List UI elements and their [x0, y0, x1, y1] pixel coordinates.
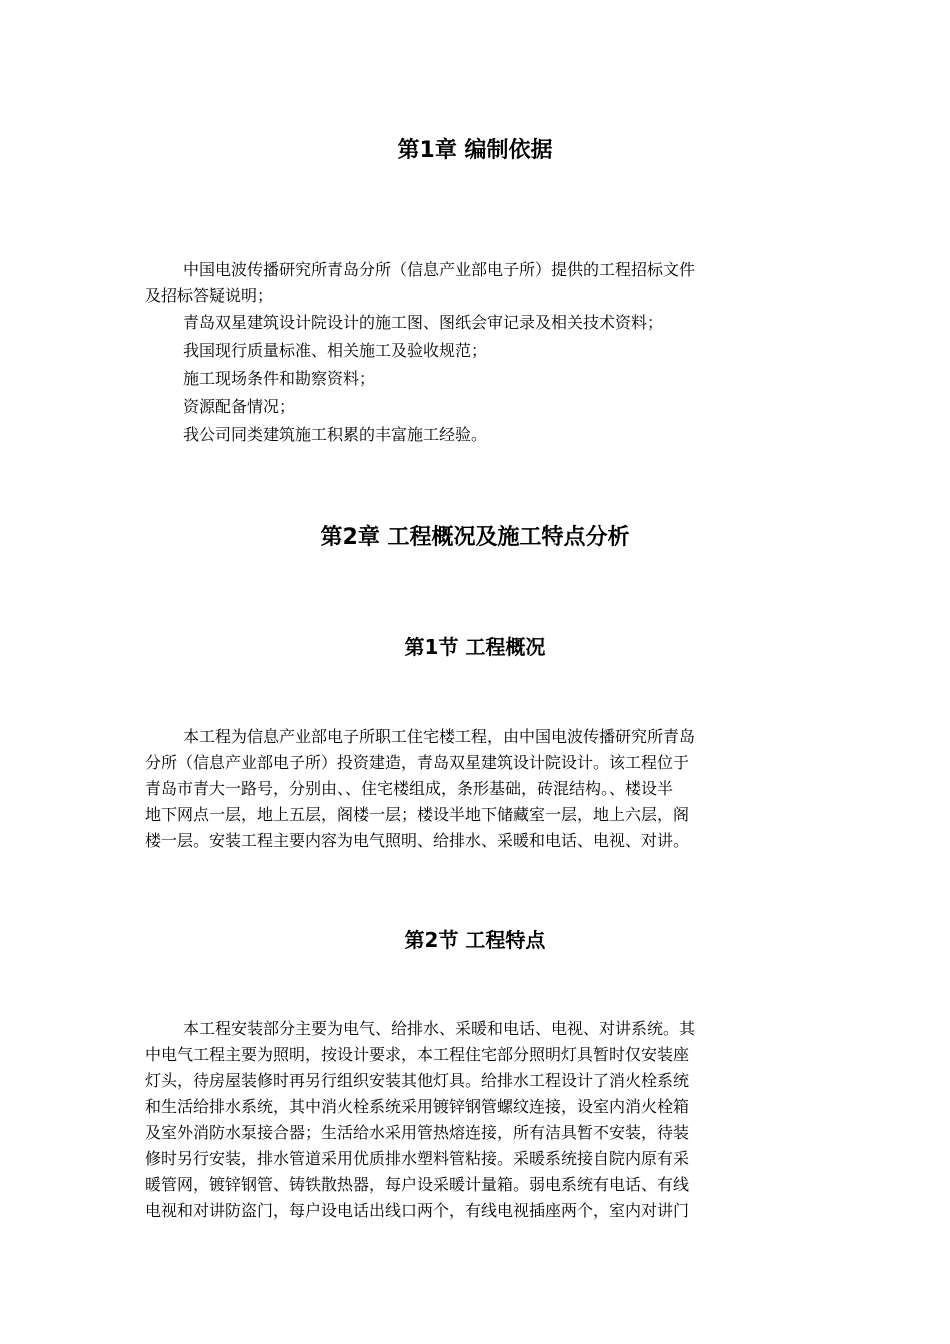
chapter-1-item-3: 我国现行质量标准、相关施工及验收规范； [183, 341, 488, 360]
section-1-line-4: 地下网点一层，地上五层，阁楼一层；楼设半地下储藏室一层，地上六层，阁 [145, 805, 690, 824]
section-1-title: 第1节 工程概况 [404, 635, 546, 659]
section-2-paragraph [145, 1016, 800, 1224]
chapter-1-title: 第1章 编制依据 [397, 138, 553, 163]
chapter-1-item-1-line-1: 中国电波传播研究所青岛分所（信息产业部电子所）提供的工程招标文件 [183, 260, 696, 279]
section-2-line-3: 灯头，待房屋装修时再另行组织安装其他灯具。给排水工程设计了消火栓系统 [145, 1071, 690, 1090]
chapter-2-title: 第2章 工程概况及施工特点分析 [320, 525, 630, 550]
chapter-1-item-4: 施工现场条件和勘察资料； [183, 369, 376, 388]
chapter-1-item-5: 资源配备情况； [183, 397, 296, 416]
section-2-line-6: 修时另行安装，排水管道采用优质排水塑料管粘接。采暖系统接自院内原有采 [145, 1149, 690, 1168]
section-2-line-8: 电视和对讲防盗门，每户设电话出线口两个，有线电视插座两个，室内对讲门 [145, 1201, 690, 1220]
section-1-line-5: 楼一层。安装工程主要内容为电气照明、给排水、采暖和电话、电视、对讲。 [145, 831, 690, 850]
section-2-line-7: 暖管网，镀锌钢管、铸铁散热器，每户设采暖计量箱。弱电系统有电话、有线 [145, 1175, 690, 1194]
section-2-line-5: 及室外消防水泵接合器；生活给水采用管热熔连接，所有洁具暂不安装，待装 [145, 1123, 690, 1142]
section-2-line-4: 和生活给排水系统，其中消火栓系统采用镀锌钢管螺纹连接，设室内消火栓箱 [145, 1097, 690, 1116]
section-2-line-1: 本工程安装部分主要为电气、给排水、采暖和电话、电视、对讲系统。其 [183, 1019, 696, 1038]
section-1-paragraph [145, 724, 800, 854]
chapter-1-item-2: 青岛双星建筑设计院设计的施工图、图纸会审记录及相关技术资料； [183, 313, 664, 332]
chapter-1-item-6: 我公司同类建筑施工积累的丰富施工经验。 [183, 425, 488, 444]
section-1-line-1: 本工程为信息产业部电子所职工住宅楼工程，由中国电波传播研究所青岛 [183, 727, 696, 746]
section-2-title: 第2节 工程特点 [404, 928, 546, 952]
section-2-line-2: 中电气工程主要为照明，按设计要求，本工程住宅部分照明灯具暂时仅安装座 [145, 1045, 690, 1064]
section-1-line-2: 分所（信息产业部电子所）投资建造，青岛双星建筑设计院设计。该工程位于 [145, 753, 690, 772]
chapter-1-item-1-line-2: 及招标答疑说明； [145, 286, 274, 305]
section-1-line-3: 青岛市青大一路号，分别由、、住宅楼组成，条形基础，砖混结构。、楼设半 [145, 779, 674, 798]
chapter-1-item-1 [145, 257, 800, 309]
